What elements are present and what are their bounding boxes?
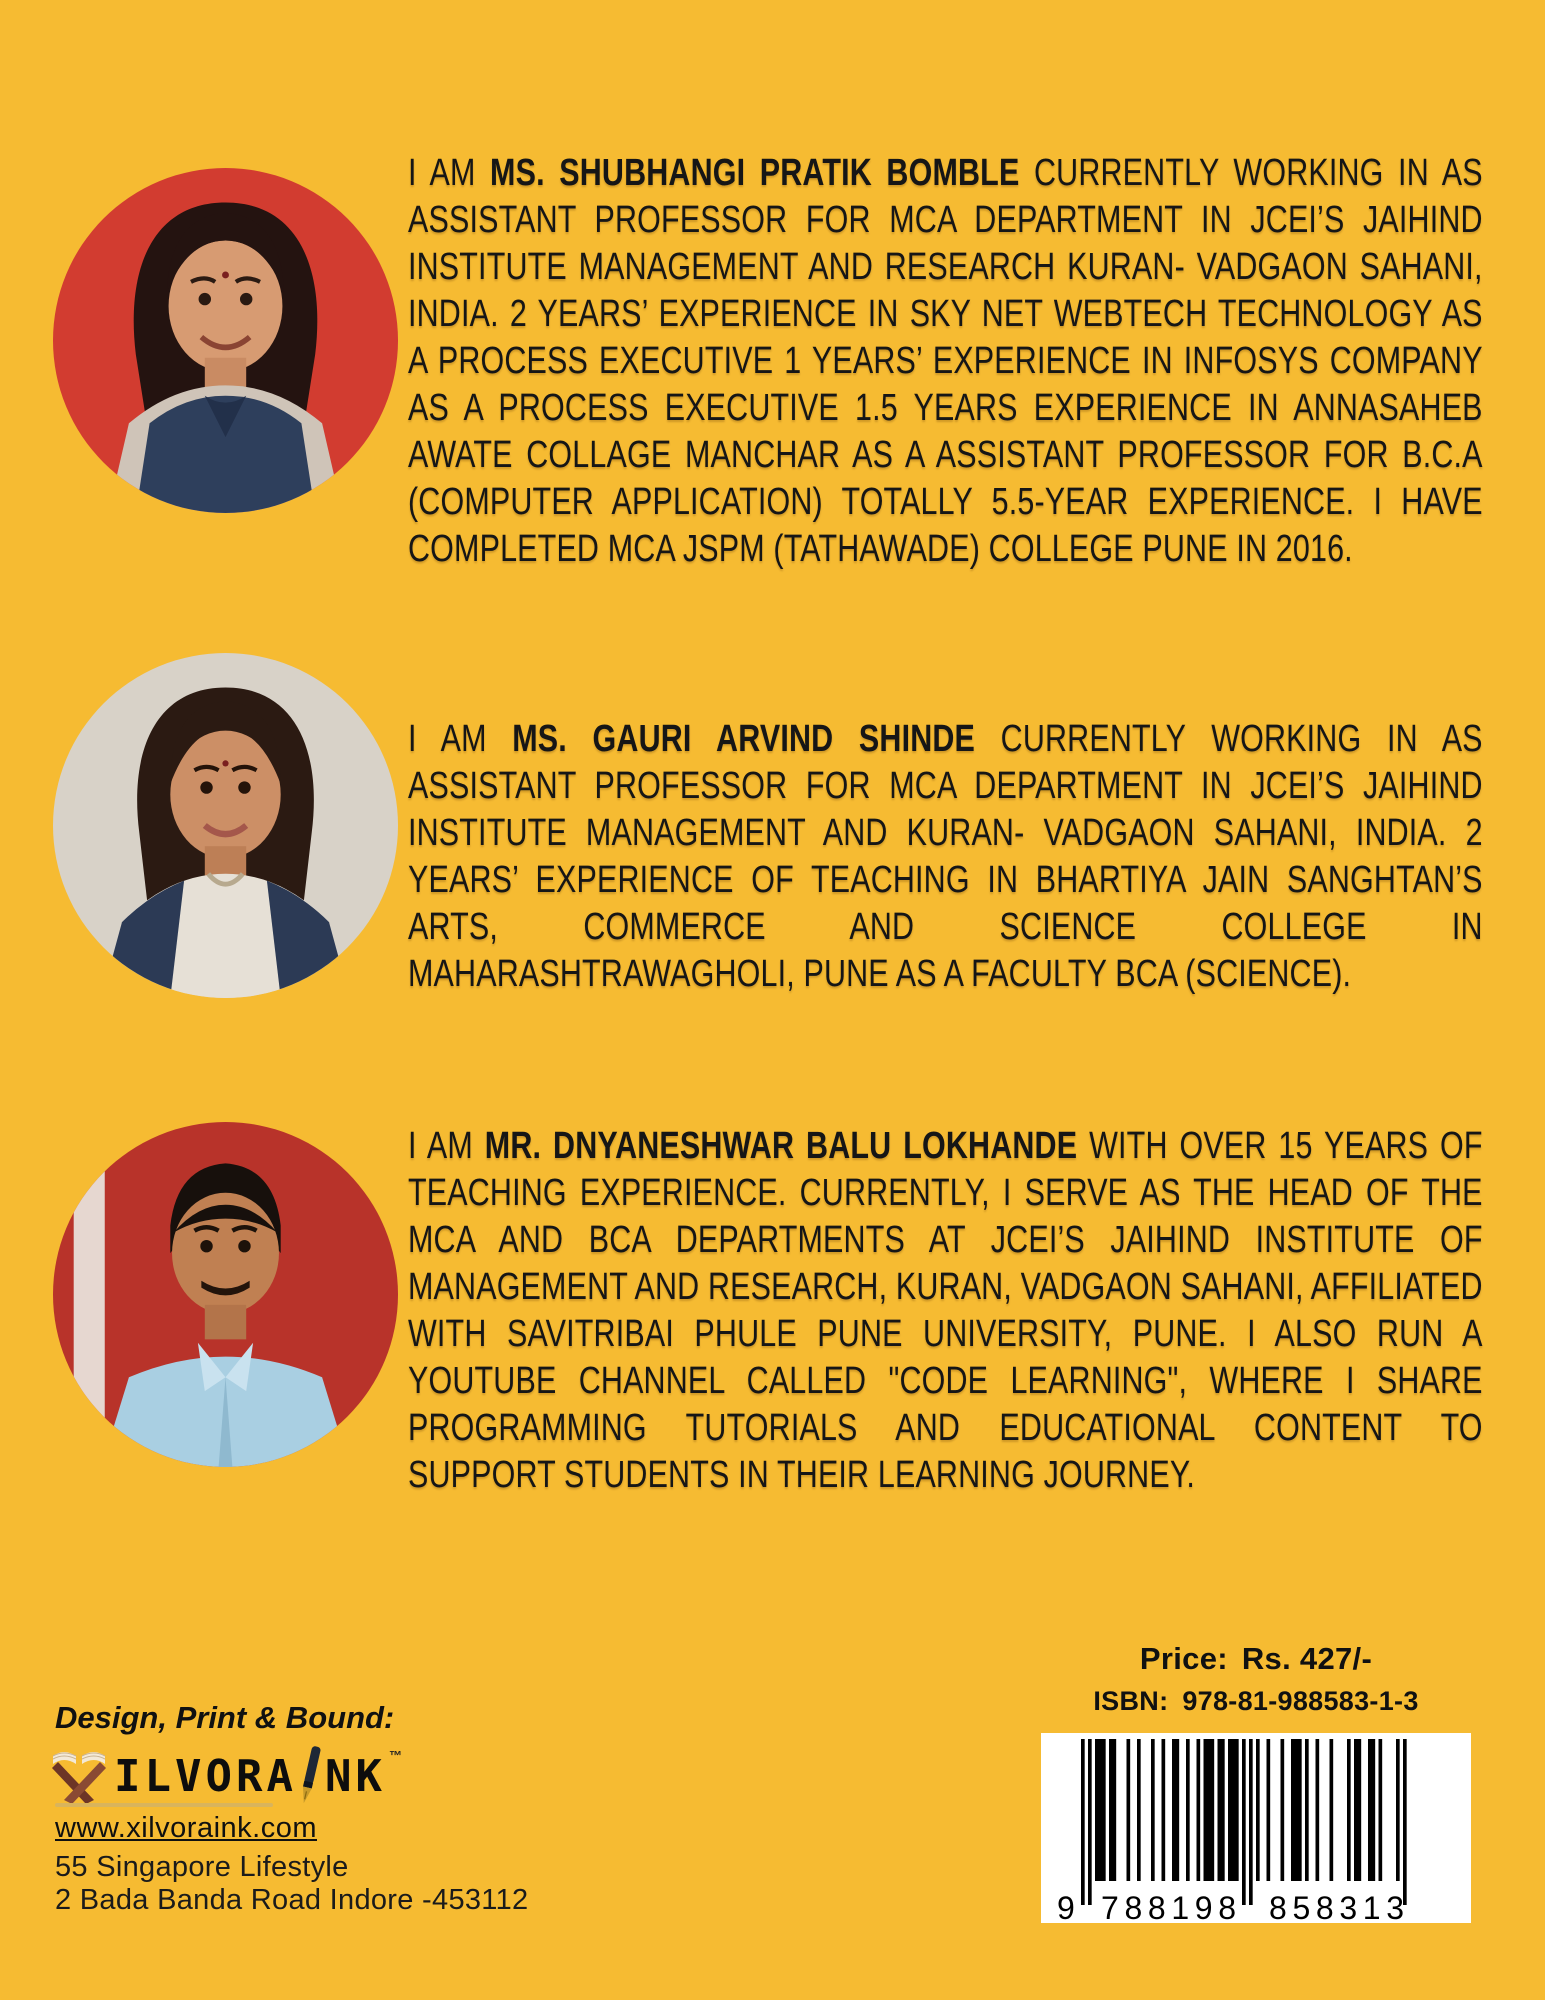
isbn-line (1041, 1686, 1471, 1717)
publisher-address-line2: 2 Bada Banda Road Indore -453112 (55, 1884, 529, 1916)
isbn-barcode (1041, 1733, 1471, 1923)
design-print-bound-label: Design, Print & Bound: (55, 1700, 395, 1735)
publisher-address-line1: 55 Singapore Lifestyle (55, 1851, 349, 1883)
barcode-icon (1041, 1733, 1471, 1923)
price-label: Price: (1139, 1641, 1228, 1676)
logo-text-ilvora: ILVORA (114, 1751, 297, 1802)
trademark-symbol: ™ (388, 1748, 402, 1763)
man-avatar-icon (53, 1122, 398, 1467)
author-photo-3 (53, 1122, 398, 1467)
logo-text-nk: NK (324, 1751, 386, 1802)
author-photo-1 (53, 168, 398, 513)
bio-intro: I AM (408, 718, 487, 760)
barcode-digit-left: 9 (1057, 1890, 1075, 1923)
bio-text: WITH OVER 15 YEARS OF TEACHING EXPERIENCE. CURRENTLY, I SERVE AS THE HEAD OF THE MCA AND BCA DEPARTMENTS AT JCEI’S JAIHIND INSTITUTE OF MANAGEMENT AND RESEARCH, KURAN, VADGAON SAHANI, AFFILIATED WITH SAVITRIBAI PHULE PUNE UNIVERSITY, PUNE. I ALSO RUN A YOUTUBE CHANNEL CALLED "CODE LEARNING", WHERE I SHARE PROGRAMMING TUTORIALS AND EDUCATIONAL CONTENT TO SUPPORT STUDENTS IN THEIR LEARNING JOURNEY. (408, 1125, 1483, 1496)
price-value: Rs. 427/- (1241, 1641, 1373, 1676)
fountain-pen-icon (295, 1744, 327, 1810)
publisher-website-link[interactable]: www.xilvoraink.com (55, 1812, 317, 1844)
barcode-digits-right: 858313 (1269, 1890, 1404, 1923)
bio-text: CURRENTLY WORKING IN AS ASSISTANT PROFESSOR FOR MCA DEPARTMENT IN JCEI’S JAIHIND INSTITUTE MANAGEMENT AND KURAN- VADGAON SAHANI, INDIA. 2 YEARS’ EXPERIENCE OF TEACHING IN BHARTIYA JAIN SANGHTAN’S ARTS, COMMERCE AND SCIENCE COLLEGE IN MAHARASHTRAWAGHOLI, PUNE AS A FACULTY BCA (SCIENCE). (408, 718, 1483, 995)
logo-underline (55, 1803, 273, 1807)
author-bio-1 (408, 150, 1483, 573)
bio-intro: I AM (408, 1125, 473, 1167)
isbn-value: 978-81-988583-1-3 (1182, 1686, 1419, 1716)
author-bio-3 (408, 1123, 1483, 1499)
woman-avatar-icon (53, 653, 398, 998)
price-line (1041, 1641, 1471, 1677)
author-bio-2 (408, 716, 1483, 998)
barcode-bars (1081, 1739, 1407, 1905)
author-name: MS. SHUBHANGI PRATIK BOMBLE (490, 152, 1020, 194)
xilvora-ink-logo (50, 1746, 402, 1808)
bio-text: CURRENTLY WORKING IN AS ASSISTANT PROFESSOR FOR MCA DEPARTMENT IN JCEI’S JAIHIND INSTITUTE MANAGEMENT AND RESEARCH KURAN- VADGAON SAHANI, INDIA. 2 YEARS’ EXPERIENCE IN SKY NET WEBTECH TECHNOLOGY AS A PROCESS EXECUTIVE 1 YEARS’ EXPERIENCE IN INFOSYS COMPANY AS A PROCESS EXECUTIVE 1.5 YEARS EXPERIENCE IN ANNASAHEB AWATE COLLAGE MANCHAR AS A ASSISTANT PROFESSOR FOR B.C.A (COMPUTER APPLICATION) TOTALLY 5.5-YEAR EXPERIENCE. I HAVE COMPLETED MCA JSPM (TATHAWADE) COLLEGE PUNE IN 2016. (408, 152, 1483, 570)
woman-avatar-icon (53, 168, 398, 513)
price-isbn-block (1041, 1641, 1471, 1717)
open-book-x-icon (50, 1748, 108, 1806)
author-name: MS. GAURI ARVIND SHINDE (512, 718, 976, 760)
author-name: MR. DNYANESHWAR BALU LOKHANDE (484, 1125, 1078, 1167)
author-photo-2 (53, 653, 398, 998)
isbn-label: ISBN: (1093, 1686, 1169, 1716)
barcode-digits-mid: 788198 (1101, 1890, 1236, 1923)
bio-intro: I AM (408, 152, 476, 194)
